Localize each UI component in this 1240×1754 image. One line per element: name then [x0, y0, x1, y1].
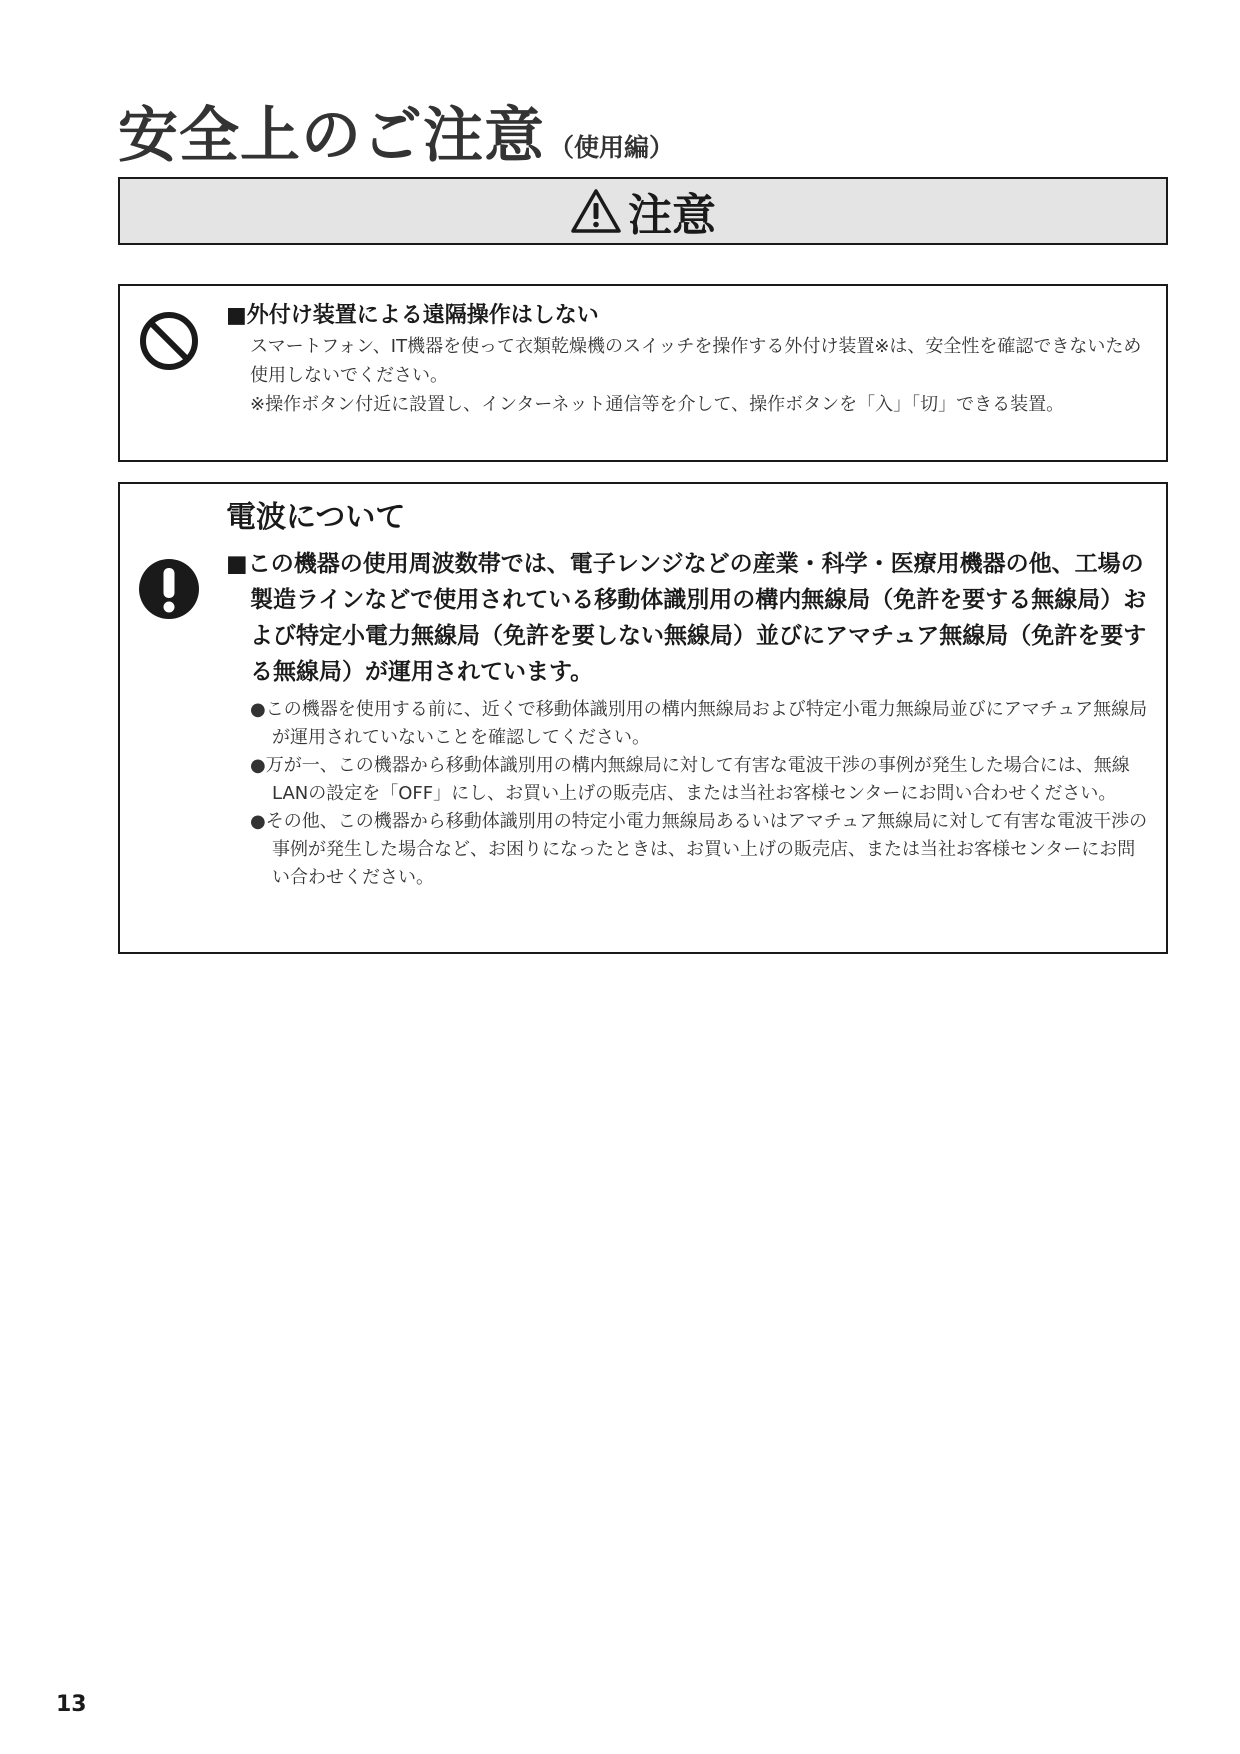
page-title [118, 88, 675, 171]
radio-wave-content [226, 496, 1150, 892]
remote-operation-warning-box [118, 284, 1168, 462]
list-item: ●万が一、この機器から移動体識別用の構内無線局に対して有害な電波干渉の事例が発生した場合には、無線LANの設定を「OFF」にし、お買い上げの販売店、または当社お客様センターにお問い合わせください。 [250, 755, 1130, 804]
radio-wave-bullets [226, 696, 1150, 892]
page-title-main: 安全上のご注意 [118, 101, 545, 171]
radio-wave-section-title: 電波について [226, 500, 406, 535]
list-item: ●その他、この機器から移動体識別用の特定小電力無線局あるいはアマチュア無線局に対して有害な電波干渉の事例が発生した場合など、お困りになったときは、お買い上げの販売店、または当社お客様センターにお問い合わせください。 [250, 811, 1148, 888]
remote-operation-body: スマートフォン、IT機器を使って衣類乾燥機のスイッチを操作する外付け装置※は、安全性を確認できないため使用しないでください。 [250, 336, 1142, 386]
radio-wave-warning-box [118, 482, 1168, 954]
remote-operation-heading: ■外付け装置による遠隔操作はしない [226, 303, 599, 328]
remote-operation-note: ※操作ボタン付近に設置し、インターネット通信等を介して、操作ボタンを「入」「切」できる装置。 [250, 394, 1065, 415]
page-number: 13 [56, 1692, 87, 1717]
list-item: ●この機器を使用する前に、近くで移動体識別用の構内無線局および特定小電力無線局並びにアマチュア無線局が運用されていないことを確認してください。 [250, 699, 1148, 748]
warning-triangle-icon [570, 188, 622, 234]
exclamation-icon [138, 558, 200, 620]
caution-label: 注意 [628, 190, 716, 241]
caution-banner [118, 177, 1168, 245]
radio-wave-lead: ■この機器の使用周波数帯では、電子レンジなどの産業・科学・医療用機器の他、工場の製造ラインなどで使用されている移動体識別用の構内無線局（免許を要する無線局）および特定小電力無線局（免許を要しない無線局）並びにアマチュア無線局（免許を要する無線局）が運用されています。 [226, 551, 1147, 685]
page-title-sub: （使用編） [549, 133, 675, 162]
remote-operation-content [226, 300, 1150, 419]
prohibition-icon [138, 310, 200, 372]
